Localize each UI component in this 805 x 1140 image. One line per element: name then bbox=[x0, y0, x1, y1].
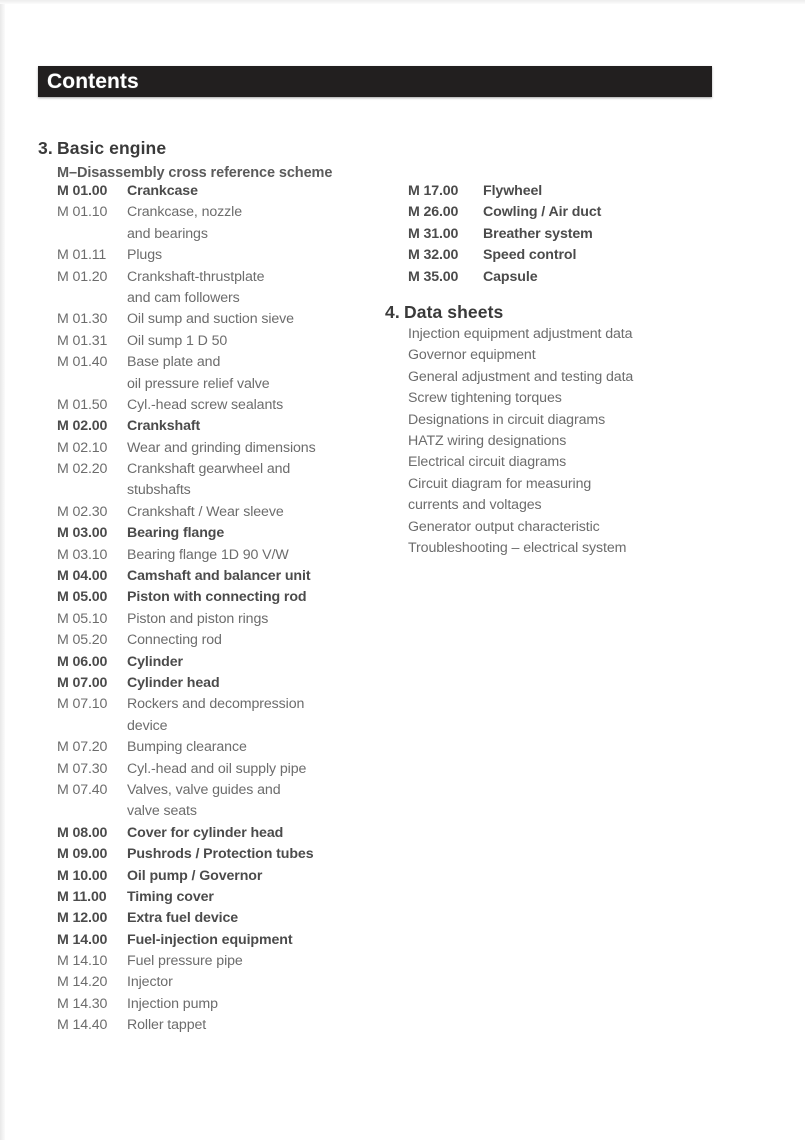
contents-entry[interactable] bbox=[57, 461, 316, 482]
page-title: Contents bbox=[47, 70, 139, 93]
contents-entry[interactable] bbox=[57, 953, 316, 974]
data-sheets-list bbox=[408, 326, 633, 561]
contents-entry[interactable] bbox=[57, 269, 316, 290]
entry-code: M 14.40 bbox=[57, 1017, 108, 1034]
data-sheet-item[interactable]: Circuit diagram for measuring bbox=[408, 475, 592, 492]
entry-code: M 07.30 bbox=[57, 760, 108, 777]
entry-code: M 05.00 bbox=[57, 589, 108, 606]
contents-entry[interactable] bbox=[57, 333, 316, 354]
contents-entry[interactable] bbox=[57, 803, 316, 824]
entry-label: Speed control bbox=[483, 247, 577, 264]
contents-entry[interactable] bbox=[57, 183, 316, 204]
contents-entry[interactable] bbox=[57, 739, 316, 760]
left-entry-list bbox=[57, 183, 316, 1039]
contents-entry[interactable] bbox=[57, 440, 316, 461]
entry-label: Crankshaft-thrustplate bbox=[127, 268, 265, 285]
entry-code: M 05.10 bbox=[57, 610, 108, 627]
entry-label: Injection pump bbox=[127, 995, 218, 1012]
entry-code: M 02.30 bbox=[57, 503, 108, 520]
section-4-title: Data sheets bbox=[404, 302, 504, 322]
entry-label: Cylinder bbox=[127, 653, 183, 670]
entry-label: Pushrods / Protection tubes bbox=[127, 846, 314, 863]
contents-entry[interactable] bbox=[57, 525, 316, 546]
entry-code: M 11.00 bbox=[57, 888, 107, 905]
contents-entry[interactable] bbox=[408, 183, 601, 204]
contents-entry[interactable] bbox=[57, 504, 316, 525]
entry-code: M 03.00 bbox=[57, 525, 108, 542]
entry-label: Connecting rod bbox=[127, 632, 222, 649]
contents-entry[interactable] bbox=[57, 418, 316, 439]
contents-entry[interactable] bbox=[57, 932, 316, 953]
entry-label: Capsule bbox=[483, 268, 538, 285]
contents-entry[interactable] bbox=[57, 761, 316, 782]
entry-code: M 01.50 bbox=[57, 396, 108, 413]
entry-label: Plugs bbox=[127, 247, 162, 264]
entry-code: M 05.20 bbox=[57, 632, 108, 649]
contents-entry[interactable] bbox=[57, 226, 316, 247]
contents-entry[interactable] bbox=[57, 910, 316, 931]
contents-entry[interactable] bbox=[408, 204, 601, 225]
entry-code: M 01.10 bbox=[57, 204, 108, 221]
section-4-heading bbox=[385, 302, 503, 323]
entry-label: Bearing flange 1D 90 V/W bbox=[127, 546, 289, 563]
entry-label: Timing cover bbox=[127, 888, 214, 905]
entry-label: device bbox=[127, 717, 168, 734]
data-sheet-item[interactable]: Troubleshooting – electrical system bbox=[408, 539, 627, 556]
entry-code: M 26.00 bbox=[408, 204, 459, 221]
entry-label: Piston and piston rings bbox=[127, 610, 269, 627]
entry-code: M 06.00 bbox=[57, 653, 108, 670]
entry-code: M 08.00 bbox=[57, 824, 108, 841]
entry-label: Bearing flange bbox=[127, 525, 225, 542]
entry-code: M 01.31 bbox=[57, 332, 108, 349]
contents-entry[interactable] bbox=[57, 868, 316, 889]
entry-label: Wear and grinding dimensions bbox=[127, 439, 316, 456]
entry-code: M 10.00 bbox=[57, 867, 108, 884]
contents-entry[interactable] bbox=[57, 290, 316, 311]
entry-code: M 17.00 bbox=[408, 183, 459, 199]
contents-entry[interactable] bbox=[408, 247, 601, 268]
contents-entry[interactable] bbox=[57, 654, 316, 675]
contents-entry[interactable] bbox=[57, 376, 316, 397]
entry-code: M 12.00 bbox=[57, 910, 108, 927]
entry-label: valve seats bbox=[127, 803, 197, 820]
data-sheet-item[interactable]: Injection equipment adjustment data bbox=[408, 326, 633, 342]
contents-entry[interactable] bbox=[57, 825, 316, 846]
contents-entry[interactable] bbox=[57, 547, 316, 568]
entry-label: Cowling / Air duct bbox=[483, 204, 602, 221]
entry-label: Crankshaft / Wear sleeve bbox=[127, 503, 284, 520]
contents-header-bar bbox=[38, 66, 712, 97]
entry-code: M 01.11 bbox=[57, 247, 107, 264]
entry-code: M 03.10 bbox=[57, 546, 108, 563]
entry-code: M 01.40 bbox=[57, 354, 108, 371]
contents-entry[interactable] bbox=[57, 718, 316, 739]
entry-code: M 09.00 bbox=[57, 846, 108, 863]
entry-label: and cam followers bbox=[127, 289, 240, 306]
entry-label: Crankcase, nozzle bbox=[127, 204, 243, 221]
entry-label: Injector bbox=[127, 974, 173, 991]
entry-label: Fuel-injection equipment bbox=[127, 931, 293, 948]
contents-entry[interactable] bbox=[57, 568, 316, 589]
entry-label: stubshafts bbox=[127, 482, 191, 499]
contents-entry[interactable] bbox=[57, 846, 316, 867]
contents-entry[interactable] bbox=[57, 204, 316, 225]
entry-label: Rockers and decompression bbox=[127, 696, 305, 713]
contents-entry[interactable] bbox=[408, 226, 601, 247]
entry-code: M 02.20 bbox=[57, 461, 108, 478]
contents-entry[interactable] bbox=[57, 889, 316, 910]
entry-label: Crankcase bbox=[127, 183, 198, 199]
entry-label: Cylinder head bbox=[127, 674, 220, 691]
data-sheet-item[interactable]: Screw tightening torques bbox=[408, 390, 562, 407]
contents-entry[interactable] bbox=[57, 247, 316, 268]
entry-label: Camshaft and balancer unit bbox=[127, 568, 311, 585]
section-3-title: Basic engine bbox=[57, 138, 167, 158]
right-entry-list bbox=[408, 183, 601, 290]
entry-code: M 02.00 bbox=[57, 418, 108, 435]
entry-code: M 14.00 bbox=[57, 931, 108, 948]
contents-entry[interactable] bbox=[57, 311, 316, 332]
contents-entry[interactable] bbox=[57, 632, 316, 653]
entry-label: Crankshaft gearwheel and bbox=[127, 461, 291, 478]
entry-code: M 32.00 bbox=[408, 247, 459, 264]
entry-code: M 01.30 bbox=[57, 311, 108, 328]
entry-code: M 07.10 bbox=[57, 696, 108, 713]
contents-entry[interactable] bbox=[57, 974, 316, 995]
entry-label: Oil sump and suction sieve bbox=[127, 311, 294, 328]
data-sheet-item[interactable]: Designations in circuit diagrams bbox=[408, 411, 606, 428]
contents-entry[interactable] bbox=[57, 696, 316, 717]
entry-label: Oil sump 1 D 50 bbox=[127, 332, 228, 349]
contents-entry[interactable] bbox=[57, 397, 316, 418]
contents-entry[interactable] bbox=[57, 354, 316, 375]
data-sheet-item[interactable]: General adjustment and testing data bbox=[408, 368, 634, 385]
entry-label: and bearings bbox=[127, 225, 208, 242]
entry-code: M 01.00 bbox=[57, 183, 108, 199]
entry-code: M 07.40 bbox=[57, 781, 108, 798]
entry-code: M 31.00 bbox=[408, 225, 459, 242]
entry-label: Oil pump / Governor bbox=[127, 867, 263, 884]
data-sheet-item[interactable]: Electrical circuit diagrams bbox=[408, 454, 567, 471]
entry-code: M 02.10 bbox=[57, 439, 108, 456]
entry-code: M 14.20 bbox=[57, 974, 108, 991]
entry-code: M 35.00 bbox=[408, 268, 459, 285]
section-3-heading-group bbox=[38, 138, 166, 159]
contents-entry[interactable] bbox=[408, 269, 601, 290]
entry-label: Bumping clearance bbox=[127, 739, 247, 756]
entry-label: Valves, valve guides and bbox=[127, 781, 281, 798]
entry-code: M 07.20 bbox=[57, 739, 108, 756]
contents-entry[interactable] bbox=[57, 782, 316, 803]
entry-label: Cyl.-head screw sealants bbox=[127, 396, 284, 413]
section-3-number: 3. bbox=[38, 138, 53, 158]
entry-label: Fuel pressure pipe bbox=[127, 953, 243, 970]
data-sheet-item[interactable]: currents and voltages bbox=[408, 497, 542, 514]
contents-entry[interactable] bbox=[57, 482, 316, 503]
contents-entry[interactable] bbox=[57, 1017, 316, 1038]
section-3-heading bbox=[38, 138, 166, 159]
section-3-subheading: M–Disassembly cross reference scheme bbox=[57, 165, 333, 181]
entry-label: Extra fuel device bbox=[127, 910, 239, 927]
entry-code: M 14.10 bbox=[57, 953, 108, 970]
contents-entry[interactable] bbox=[57, 675, 316, 696]
entry-code: M 04.00 bbox=[57, 568, 108, 585]
section-4-number: 4. bbox=[385, 302, 400, 322]
contents-entry[interactable] bbox=[57, 589, 316, 610]
entry-label: Roller tappet bbox=[127, 1017, 207, 1034]
entry-label: Base plate and bbox=[127, 354, 221, 371]
data-sheet-item[interactable]: Governor equipment bbox=[408, 347, 536, 364]
entry-label: oil pressure relief valve bbox=[127, 375, 270, 392]
data-sheet-item[interactable]: HATZ wiring designations bbox=[408, 432, 567, 449]
entry-label: Piston with connecting rod bbox=[127, 589, 307, 606]
entry-label: Breather system bbox=[483, 225, 593, 242]
entry-code: M 01.20 bbox=[57, 268, 108, 285]
entry-label: Cyl.-head and oil supply pipe bbox=[127, 760, 307, 777]
entry-label: Cover for cylinder head bbox=[127, 824, 284, 841]
entry-label: Flywheel bbox=[483, 183, 543, 199]
contents-entry[interactable] bbox=[57, 996, 316, 1017]
data-sheet-item[interactable]: Generator output characteristic bbox=[408, 518, 600, 535]
entry-code: M 14.30 bbox=[57, 995, 108, 1012]
section-4-heading-group bbox=[385, 302, 503, 323]
entry-code: M 07.00 bbox=[57, 674, 108, 691]
contents-entry[interactable] bbox=[57, 611, 316, 632]
entry-label: Crankshaft bbox=[127, 418, 201, 435]
